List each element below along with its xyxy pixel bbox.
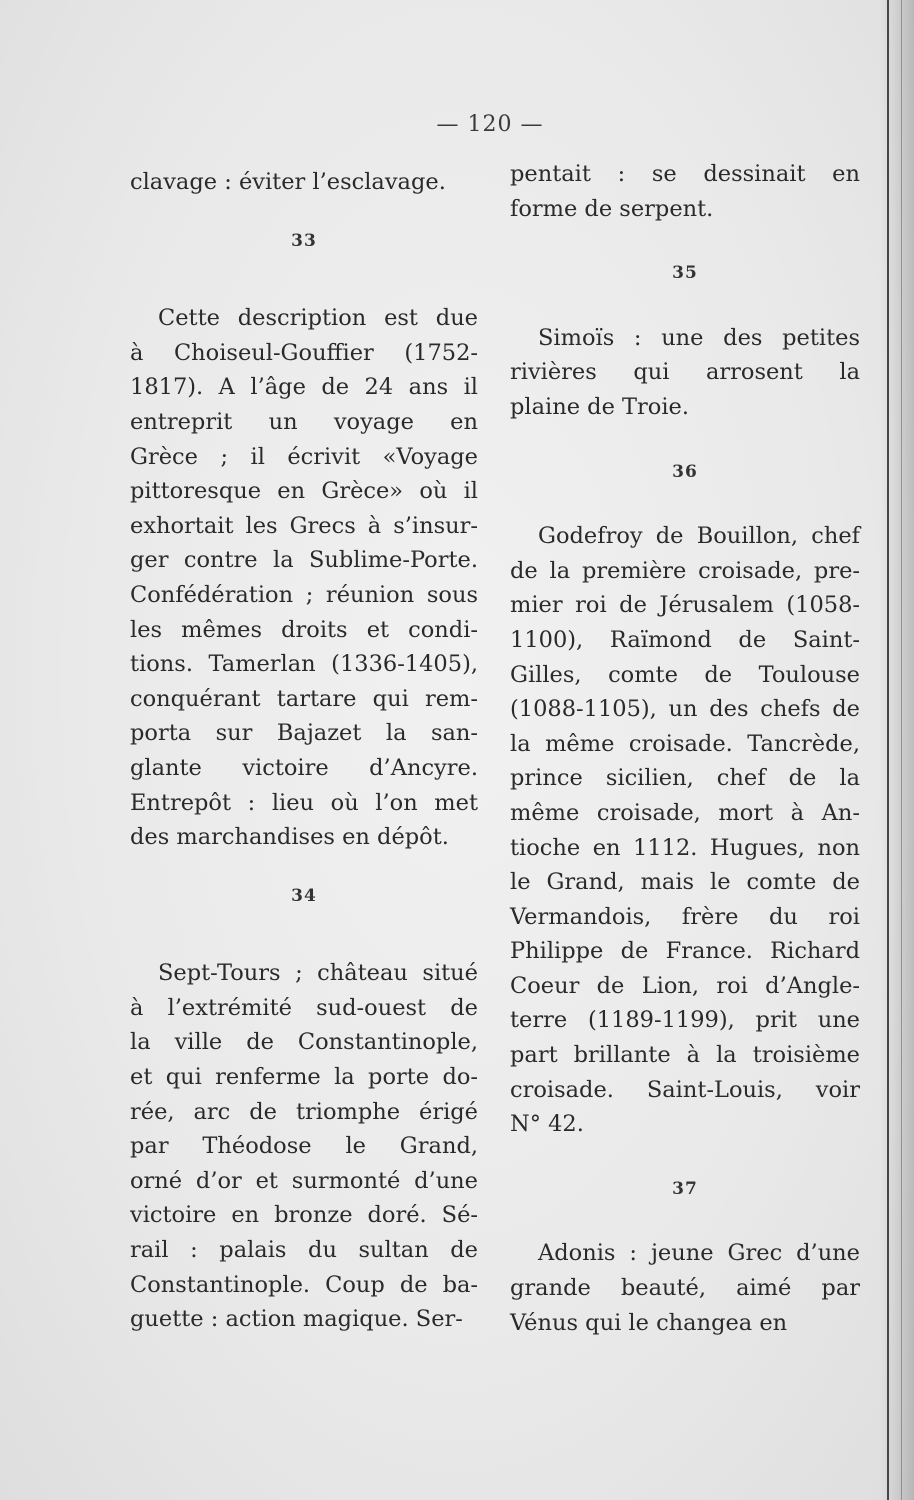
text-line: Godefroy de Bouillon, chef — [538, 523, 860, 550]
section-number: 36 — [672, 461, 698, 482]
text-line: Entrepôt : lieu où l’on met — [130, 789, 478, 816]
page-edge-line-outer — [901, 0, 902, 1500]
text-line: prince sicilien, chef de la — [510, 765, 860, 792]
text-line: Adonis : jeune Grec d’une — [538, 1240, 860, 1267]
text-line: Confédération ; réunion sous — [130, 581, 478, 608]
section-gap — [130, 855, 478, 879]
text-line: tions. Tamerlan (1336-1405), — [130, 651, 478, 678]
text-line: plaine de Troie. — [510, 393, 690, 420]
left-column — [130, 165, 478, 1337]
text-line: tioche en 1112. Hugues, non — [510, 834, 860, 861]
text-line: à Choiseul-Gouffier (1752- — [130, 339, 478, 366]
text-line: entreprit un voyage en — [130, 408, 478, 435]
paragraph — [510, 1236, 860, 1340]
text-line: Gilles, comte de Toulouse — [510, 661, 860, 688]
text-line: Sept-Tours ; château situé — [158, 960, 478, 987]
text-line: 1817). A l’âge de 24 ans il — [130, 374, 478, 401]
text-line: ger contre la Sublime-Porte. — [130, 547, 478, 574]
text-line: des marchandises en dépôt. — [130, 824, 449, 851]
page-edge-line — [887, 0, 889, 1500]
text-line: Constantinople. Coup de ba- — [130, 1271, 478, 1298]
text-line: victoire en bronze doré. Sé- — [130, 1202, 478, 1229]
text-line: rail : palais du sultan de — [130, 1237, 478, 1264]
text-line: forme de serpent. — [510, 195, 714, 222]
text-line: (1088-1105), un des chefs de — [510, 696, 860, 723]
section-gap — [130, 200, 478, 224]
section-gap — [510, 489, 860, 519]
text-line: par Théodose le Grand, — [130, 1133, 478, 1160]
text-line: Grèce ; il écrivit «Voyage — [130, 443, 478, 470]
paragraph — [510, 157, 860, 226]
text-line: à l’extrémité sud-ouest de — [130, 994, 478, 1021]
text-line: Coeur de Lion, roi d’Angle- — [510, 972, 860, 999]
section-gap — [510, 1206, 860, 1236]
text-line: le Grand, mais le comte de — [510, 869, 860, 896]
section-gap — [130, 258, 478, 301]
text-line: 1100), Raïmond de Saint- — [510, 626, 860, 653]
text-line: part brillante à la troisième — [510, 1042, 860, 1069]
text-line: clavage : éviter l’esclavage. — [130, 169, 446, 195]
paragraph — [130, 165, 478, 200]
text-line: la ville de Constantinople, — [130, 1029, 478, 1056]
text-line: Philippe de France. Richard — [510, 938, 860, 965]
paragraph — [130, 301, 478, 855]
text-line: pentait : se dessinait en — [510, 161, 860, 187]
text-line: croisade. Saint-Louis, voir — [510, 1076, 860, 1103]
section-gap — [510, 291, 860, 321]
right-column — [510, 157, 860, 1340]
section-gap — [510, 226, 860, 256]
text-line: rée, arc de triomphe érigé — [130, 1098, 478, 1125]
text-line: même croisade, mort à An- — [510, 799, 860, 826]
section-number: 33 — [291, 230, 317, 251]
page-number: — 120 — — [436, 112, 544, 137]
text-line: Simoïs : une des petites — [538, 324, 860, 351]
section-number: 35 — [672, 263, 698, 284]
text-line: la même croisade. Tancrède, — [510, 730, 860, 757]
page-edge-shadow — [880, 0, 914, 1500]
text-line: grande beauté, aimé par — [510, 1275, 860, 1302]
text-line: rivières qui arrosent la — [510, 359, 860, 386]
text-line: Cette description est due — [158, 305, 478, 332]
text-line: orné d’or et surmonté d’une — [130, 1167, 478, 1194]
section-gap — [510, 1142, 860, 1172]
text-line: glante victoire d’Ancyre. — [130, 754, 478, 781]
section-gap — [510, 425, 860, 455]
paragraph — [130, 956, 478, 1337]
text-line: porta sur Bajazet la san- — [130, 720, 478, 747]
text-line: de la première croisade, pre- — [510, 557, 860, 584]
text-line: et qui renferme la porte do- — [130, 1064, 478, 1091]
text-line: terre (1189-1199), prit une — [510, 1007, 860, 1034]
text-line: pittoresque en Grèce» où il — [130, 478, 478, 505]
paragraph — [510, 519, 860, 1142]
text-line: mier roi de Jérusalem (1058- — [510, 592, 860, 619]
text-line: les mêmes droits et condi- — [130, 616, 478, 643]
text-line: guette : action magique. Ser- — [130, 1306, 463, 1333]
text-line: conquérant tartare qui rem- — [130, 685, 478, 712]
text-line: Vermandois, frère du roi — [510, 903, 860, 930]
text-line: N° 42. — [510, 1111, 584, 1138]
text-line: Vénus qui le changea en — [510, 1309, 788, 1336]
paragraph — [510, 321, 860, 425]
section-number: 34 — [291, 885, 317, 906]
section-number: 37 — [672, 1178, 698, 1199]
section-gap — [130, 913, 478, 956]
text-line: exhortait les Grecs à s’insur- — [130, 512, 478, 539]
